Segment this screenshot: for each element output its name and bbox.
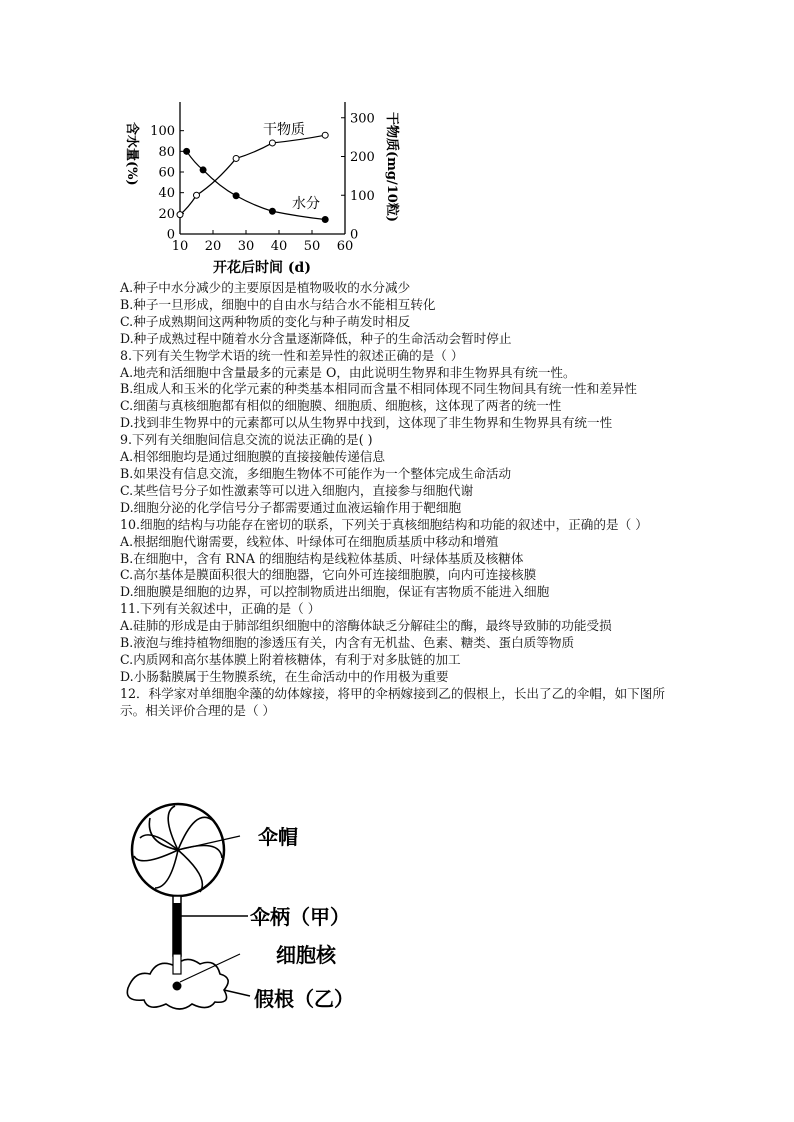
text-line: A.相邻细胞均是通过细胞膜的直接接触传递信息: [120, 449, 385, 465]
question-12-stem: 12．科学家对单细胞伞藻的幼体嫁接，将甲的伞柄嫁接到乙的假根上，长出了乙的伞帽，如下图所示。相关评价合理的是（ ）: [120, 685, 665, 718]
text-line: A.根据细胞代谢需要，线粒体、叶绿体可在细胞质基质中移动和增殖: [120, 533, 499, 549]
y-left-tick-label: 40: [158, 186, 175, 202]
text-line: B.液泡与维持植物细胞的渗透压有关，内含有无机盐、色素、糖类、蛋白质等物质: [120, 635, 575, 651]
text-line: B.如果没有信息交流，多细胞生物体不可能作为一个整体完成生命活动: [120, 465, 512, 481]
rhizoid-label: 假根（乙）: [254, 987, 354, 1011]
text-line: B.种子一旦形成，细胞中的自由水与结合水不能相互转化: [120, 296, 436, 312]
x-tick-label: 40: [270, 239, 288, 254]
text-line: C.内质网和高尔基体膜上附着核糖体，有利于对多肽链的加工: [120, 651, 461, 667]
series-label-water: 水分: [292, 196, 320, 212]
y-left-tick-label: 0: [166, 227, 175, 243]
water-point: [233, 193, 239, 199]
dry-matter-point: [322, 132, 328, 138]
y-right-tick-label: 100: [350, 188, 375, 204]
series-label-dry-matter: 干物质: [263, 122, 305, 138]
text-line: D.找到非生物界中的元素都可以从生物界中找到，这体现了非生物界和生物界具有统一性: [120, 415, 613, 431]
water-point: [200, 167, 206, 173]
dry-matter-point: [177, 212, 183, 218]
rhizoid-drawing: [127, 836, 250, 1009]
question-11-stem: 11.下列有关叙述中，正确的是（ ）: [120, 601, 321, 617]
y-left-tick-label: 60: [158, 165, 175, 181]
text-line: D.细胞膜是细胞的边界，可以控制物质进出细胞，保证有害物质不能进入细胞: [120, 584, 550, 600]
text-line: B.组成人和玉米的化学元素的种类基本相同而含量不相同体现不同生物间具有统一性和差异性: [120, 381, 638, 397]
acetabularia-graft-diagram: [120, 798, 380, 1028]
cap-label: 伞帽: [258, 825, 298, 849]
y-left-tick-label: 20: [158, 206, 175, 222]
seed-development-chart: [120, 92, 420, 282]
dry-matter-point: [269, 140, 275, 146]
x-tick-label: 20: [204, 239, 222, 254]
text-line: B.在细胞中，含有 RNA 的细胞结构是线粒体基质、叶绿体基质及核糖体: [120, 550, 524, 566]
x-tick-label: 60: [336, 239, 354, 254]
text-line: C.某些信号分子如性激素等可以进入细胞内，直接参与细胞代谢: [120, 482, 474, 498]
text-line: D.细胞分泌的化学信号分子都需要通过血液运输作用于靶细胞: [120, 499, 462, 515]
stalk-label: 伞柄（甲）: [250, 905, 350, 929]
text-line: A.地壳和活细胞中含量最多的元素是 O，由此说明生物界和非生物界具有统一性。: [120, 364, 576, 380]
text-line: A.硅肺的形成是由于肺部组织细胞中的溶酶体缺乏分解硅尘的酶，最终导致肺的功能受损: [120, 618, 612, 634]
text-line: A.种子中水分减少的主要原因是植物吸收的水分减少: [120, 280, 411, 295]
water-point: [322, 217, 328, 223]
stalk-drawing: [173, 896, 248, 956]
question-10-stem: 10.细胞的结构与功能存在密切的联系，下列关于真核细胞结构和功能的叙述中，正确的是（ ）: [120, 516, 648, 532]
question-9-stem: 9.下列有关细胞间信息交流的说法正确的是( ): [120, 432, 373, 448]
y-right-axis-label: 干物质(mg/10粒): [384, 112, 399, 222]
y-right-tick-label: 200: [350, 150, 375, 165]
question-8-stem: 8.下列有关生物学术语的统一性和差异性的叙述正确的是（ ）: [120, 347, 464, 363]
x-tick-label: 50: [303, 239, 321, 254]
dry-matter-point: [233, 155, 239, 161]
text-line: D.种子成熟过程中随着水分含量逐渐降低，种子的生命活动会暂时停止: [120, 330, 512, 346]
y-right-tick-label: 300: [350, 111, 375, 127]
text-line: C.高尔基体是膜面积很大的细胞器，它向外可连接细胞膜，向内可连接核膜: [120, 567, 537, 583]
x-axis-label: 开花后时间 (d): [213, 260, 311, 276]
nucleus-label: 细胞核: [276, 943, 336, 967]
x-tick-label: 30: [237, 239, 255, 254]
text-line: C.种子成熟期间这两种物质的变化与种子萌发时相反: [120, 313, 411, 329]
water-point: [269, 208, 275, 214]
question-text: [120, 280, 690, 720]
dry-matter-point: [194, 192, 200, 198]
text-line: C.细菌与真核细胞都有相似的细胞膜、细胞质、细胞核，这体现了两者的统一性: [120, 398, 562, 414]
water-point: [184, 148, 190, 154]
y-left-tick-label: 80: [158, 144, 175, 160]
y-left-tick-label: 100: [150, 124, 175, 140]
x-tick-label: 10: [171, 239, 189, 254]
y-right-tick-label: 0: [350, 227, 359, 243]
y-left-axis-label: 含水量(%): [124, 122, 139, 186]
text-line: D.小肠黏膜属于生物膜系统，在生命活动中的作用极为重要: [120, 668, 449, 684]
